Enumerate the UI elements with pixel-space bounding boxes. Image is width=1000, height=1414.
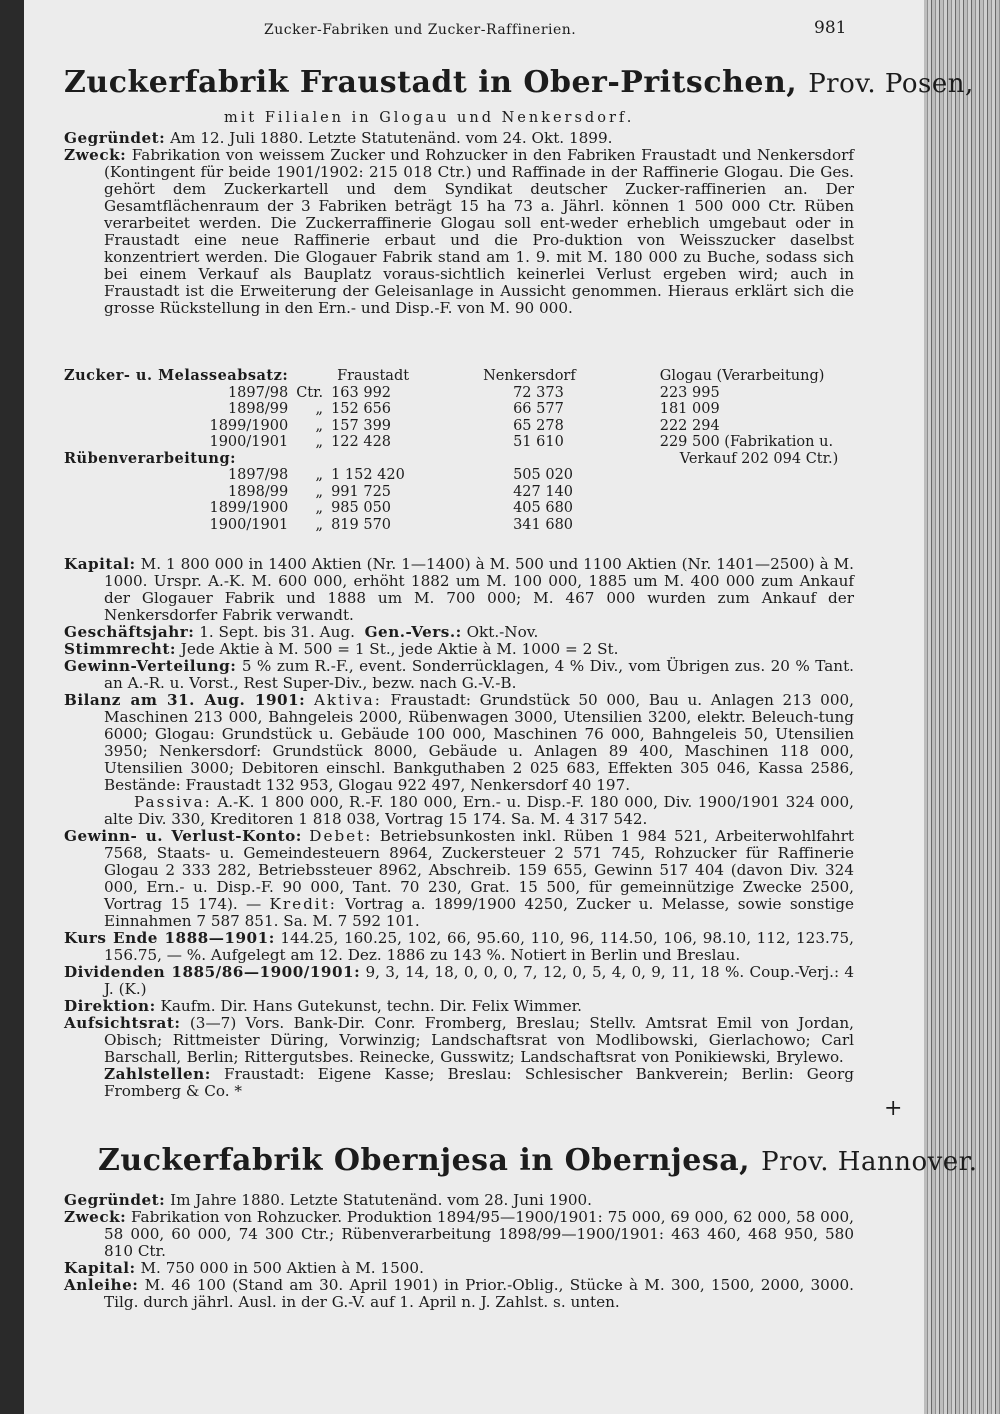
company1-province: Prov. Posen, — [808, 69, 974, 99]
company2-name: Zuckerfabrik Obernjesa in Obernjesa, — [98, 1143, 751, 1178]
page-number: 981 — [814, 18, 847, 38]
table-row: 1899/1900 „ 157 399 65 278 222 294 — [209, 417, 720, 434]
geschaeftsjahr-entry: Geschäftsjahr: 1. Sept. bis 31. Aug. Gen.-Vers.: Okt.-Nov. — [64, 623, 539, 641]
page-edges — [924, 0, 1000, 1414]
company1-details — [64, 556, 854, 1100]
dividenden-entry: Dividenden 1885/86—1900/1901: 9, 3, 14, 18, 0, 0, 0, 7, 12, 0, 5, 4, 0, 9, 11, 18 %. Coup.-Verj.: 4 J. (K.) — [64, 963, 854, 998]
table-row: 1897/98 „ 1 152 420 505 020 — [227, 467, 574, 483]
table-row: 1900/1901 „ 819 570 341 680 — [209, 516, 574, 533]
margin-mark: + — [884, 1096, 903, 1121]
col-nenkersdorf: Nenkersdorf — [483, 368, 576, 384]
stimmrecht-entry: Stimmrecht: Jede Aktie à M. 500 = 1 St., jede Aktie à M. 1000 = 2 St. — [64, 640, 619, 658]
table-row: 1898/99 „ 152 656 66 577 181 009 — [227, 401, 720, 417]
c2-gegruendet-entry: Gegründet: Im Jahre 1880. Letzte Statutenänd. vom 28. Juni 1900. — [64, 1191, 592, 1209]
book-spine-shadow — [0, 0, 24, 1414]
company1-name: Zuckerfabrik Fraustadt in Ober-Pritschen, — [64, 65, 798, 100]
company2-title — [98, 1143, 978, 1178]
c2-kapital-entry: Kapital: M. 750 000 in 500 Aktien à M. 1500. — [64, 1259, 424, 1277]
production-table — [60, 368, 842, 533]
aufsichtsrat-entry: Aufsichtsrat: (3—7) Vors. Bank-Dir. Conr. Fromberg, Breslau; Stellv. Amtsrat Emil von Jordan, Obisch; Rittmeister Düring, Vorwinzig; Landschaftsrat von Modlibowski, Gierlachowo; Carl Barschall, Berlin; Rittergutsbes. Reinecke, Gusswitz; Landschaftsrat von Ponikiewski, Brylewo. Zahlstellen: Fraustadt: Eigene Kasse; Breslau: Schlesischer Bankverein; Berlin: Georg Fromberg & Co. * — [64, 1014, 854, 1100]
bilanz-entry: Bilanz am 31. Aug. 1901: Aktiva: Fraustadt: Grundstück 50 000, Bau u. Anlagen 213 000, Maschinen 213 000, Bahngeleis 2000, Rübenwagen 3000, Utensilien 3200, elektr. Beleuch-tung 6000; Glogau: Grundstück u. Gebäude 100 000, Maschinen 76 000, Bahngeleis 50, Utensilien 3950; Nenkersdorf: Grundstück 8000, Gebäude u. Anlagen 89 400, Maschinen 118 000, Utensilien 3000; Debitoren einschl. Bankguthaben 2 025 683, Effekten 305 046, Kassa 2586, Bestände: Fraustadt 132 953, Glogau 922 497, Nenkersdorf 40 197. — [64, 691, 855, 794]
document-page — [24, 0, 978, 1414]
running-head: Zucker-Fabriken und Zucker-Raffinerien. — [264, 22, 577, 38]
kapital-entry: Kapital: M. 1 800 000 in 1400 Aktien (Nr. 1—1400) à M. 500 und 1100 Aktien (Nr. 1401—2500) à M. 1000. Urspr. A.-K. M. 600 000, erhöht 1882 um M. 100 000, 1885 um M. 400 000 zum Ankauf der Glogauer Fabrik und 1888 um M. 700 000; M. 467 000 wurden zum Ankauf der Nenkersdorfer Fabrik verwandt. — [64, 555, 855, 624]
company1-title — [64, 65, 974, 100]
gewinnverteilung-entry: Gewinn-Verteilung: 5 % zum R.-F., event. Sonderrücklagen, 4 % Div., vom Übrigen zus. 20 % Tant. an A.-R. u. Vorst., Rest Super-Div., bezw. nach G.-V.-B. — [64, 657, 855, 692]
table-row: 1898/99 „ 991 725 427 140 — [227, 483, 574, 500]
col-glogau: Glogau (Verarbeitung) — [659, 368, 825, 384]
company1-text-block — [64, 130, 854, 317]
zweck-entry: Zweck: Fabrikation von weissem Zucker und Rohzucker in den Fabriken Fraustadt und Nenkersdorf (Kontingent für beide 1901/1902: 215 018 Ctr.) und Raffinade in der Raffinerie Glogau. Die Ges. gehört dem Zuckerkartell und dem Syndikat deutscher Zucker-raffinerien an. Der Gesamtflächenraum der 3 Fabriken beträgt 15 ha 73 a. Jährl. können 1 500 000 Ctr. Rüben verarbeitet werden. Die Zuckerraffinerie Glogau soll ent-weder erheblich umgebaut oder in Fraustadt eine neue Raffinerie erbaut und die Pro-duktion von Weisszucker daselbst konzentriert werden. Die Glogauer Fabrik stand am 1. 9. mit M. 180 000 zu Buche, sodass sich bei einem Verkauf als Bauplatz voraus-sichtlich keinerlei Verlust ergeben wird; auch in Fraustadt ist die Erweiterung der Geleisanlage in Aussicht genommen. Hieraus erklärt sich die grosse Rückstellung in den Ern.- und Disp.-F. von M. 90 000. — [64, 146, 855, 317]
table-label-rueben: Rübenverarbeitung: — [64, 449, 236, 467]
table-row: 1897/98 Ctr. 163 992 72 373 223 995 — [227, 384, 720, 401]
table-header-row — [60, 368, 842, 385]
table-label-absatz: Zucker- u. Melasseabsatz: — [64, 367, 289, 384]
guv-entry: Gewinn- u. Verlust-Konto: Debet: Betriebsunkosten inkl. Rüben 1 984 521, Arbeiterwohlfahrt 7568, Staats- u. Gemeindesteuern 8964, Zuckersteuer 2 571 745, Rohzucker für Raffinerie Glogau 2 333 282, Betriebssteuer 8962, Abschreib. 159 655, Gewinn 517 404 (davon Div. 324 000, Ern.- u. Disp.-F. 90 000, Tant. 70 230, Grat. 15 500, für gemeinnützige Zwecke 2500, Vortrag 15 174). — Kredit: Vortrag a. 1899/1900 4250, Zucker u. Melasse, sowie sonstige Einnahmen 7 587 851. Sa. M. 7 592 101. — [64, 827, 855, 930]
table-row: 1900/1901 „ 122 428 51 610 229 500 (Fabrikation u. — [209, 434, 834, 450]
kurs-entry: Kurs Ende 1888—1901: 144.25, 160.25, 102, 66, 95.60, 110, 96, 114.50, 106, 98.10, 112, 123.75, 156.75, — %. Aufgelegt am 12. Dez. 1886 zu 143 %. Notiert in Berlin und Breslau. — [64, 929, 854, 964]
company2-text-block — [64, 1192, 854, 1311]
direktion-entry: Direktion: Kaufm. Dir. Hans Gutekunst, techn. Dir. Felix Wimmer. — [64, 997, 583, 1015]
company2-province: Prov. Hannover. — [761, 1147, 978, 1177]
gegruendet-entry: Gegründet: Am 12. Juli 1880. Letzte Statutenänd. vom 24. Okt. 1899. — [64, 129, 613, 147]
c2-zweck-entry: Zweck: Fabrikation von Rohzucker. Produktion 1894/95—1900/1901: 75 000, 69 000, 62 000, 58 000, 58 000, 60 000, 74 300 Ctr.; Rübenverarbeitung 1898/99—1900/1901: 463 460, 468 950, 580 810 Ctr. — [64, 1208, 854, 1260]
table-row: Rübenverarbeitung: Verkauf 202 094 Ctr.) — [60, 451, 842, 468]
col-fraustadt: Fraustadt — [337, 368, 410, 384]
table-row: 1899/1900 „ 985 050 405 680 — [209, 500, 574, 516]
passiva-entry: Passiva: A.-K. 1 800 000, R.-F. 180 000, Ern.- u. Disp.-F. 180 000, Div. 1900/1901 324 000, alte Div. 330, Kreditoren 1 818 038, Vortrag 15 174. Sa. M. 4 317 542. — [104, 793, 854, 828]
company1-subtitle: mit Filialen in Glogau und Nenkersdorf. — [224, 110, 635, 126]
c2-anleihe-entry: Anleihe: M. 46 100 (Stand am 30. April 1901) in Prior.-Oblig., Stücke à M. 300, 1500, 2000, 3000. Tilg. durch jährl. Ausl. in der G.-V. auf 1. April n. J. Zahlst. s. unten. — [64, 1276, 854, 1311]
